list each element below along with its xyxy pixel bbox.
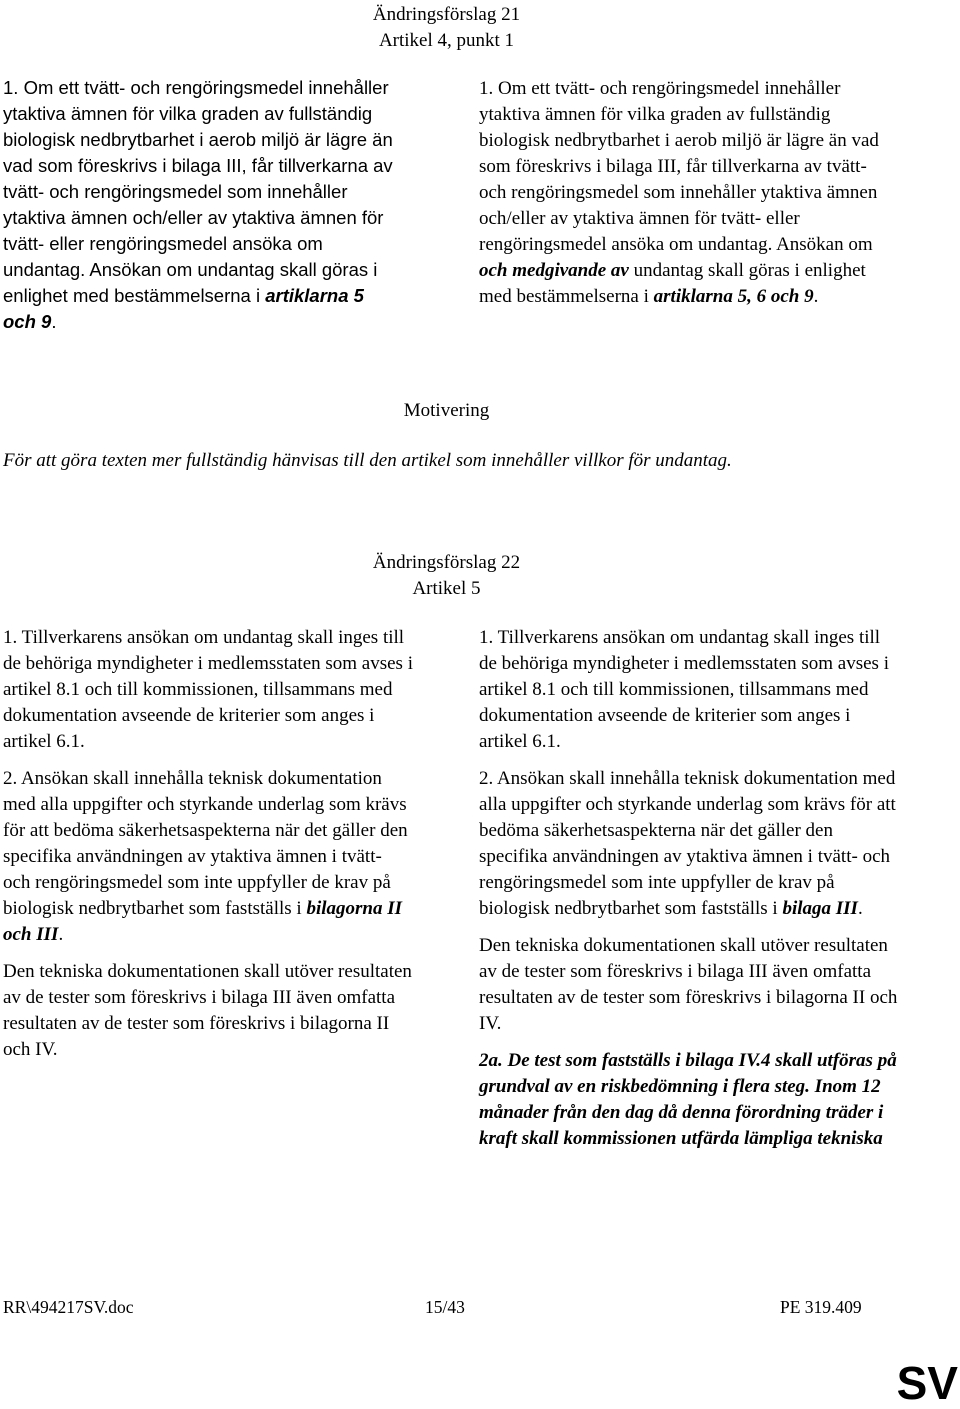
text-run: 1. Om ett tvätt- och rengöringsmedel innehåller ytaktiva ämnen för vilka graden av fullständig biologisk nedbrytbarhet i aerob miljö är lägre än vad som föreskrivs i bilaga III, får tillverkarna av tvätt- och rengöringsmedel som innehåller ytaktiva ämnen och/eller av ytaktiva ämnen för tvätt- eller rengöringsmedel ansöka om undantag. Ansökan om undantag skall göras i enlighet med bestämmelserna i: [3, 77, 393, 306]
text-run: .: [58, 924, 64, 945]
text-run: .: [857, 898, 863, 919]
amendment-21-amended-text: [479, 76, 889, 310]
emphasized-text: artiklarna 5 och 9: [3, 285, 364, 332]
amendment-21-original-text: [3, 75, 395, 335]
amendment-22-amended-paragraph-4: 2a. De test som fastställs i bilaga IV.4 skall utföras på grundval av en riskbedömning i flera steg. Inom 12 månader från den dag då denna förordning träder i kraft skall kommissionen utfärda lämpliga tekniska: [479, 1050, 897, 1149]
footer-document-reference: RR\494217SV.doc: [3, 1297, 134, 1317]
amendment-21-amended-paragraph-1: [479, 76, 889, 310]
amendment-22-original-paragraph-3: Den tekniska dokumentationen skall utöver resultaten av de tester som föreskrivs i bilaga III även omfatta resultaten av de tester som föreskrivs i bilagorna II och IV.: [3, 961, 412, 1060]
amendment-21-subtitle: Artikel 4, punkt 1: [378, 30, 515, 51]
emphasized-text: artiklarna 5, 6 och 9: [653, 286, 814, 307]
emphasized-text: och medgivande av: [479, 260, 629, 281]
footer-page-number: 15/43: [425, 1297, 465, 1317]
amendment-22-header: [0, 550, 893, 602]
language-tag: SV: [896, 1357, 958, 1409]
text-run: .: [813, 286, 819, 307]
emphasized-text: bilaga III: [782, 898, 858, 919]
text-run: .: [51, 311, 57, 332]
amendment-22-subtitle: Artikel 5: [412, 578, 481, 599]
amendment-21-title: Ändringsförslag 21: [372, 4, 521, 25]
amendment-22-original-text: [3, 625, 413, 1063]
amendment-21-header: [0, 2, 893, 54]
motivation-heading: Motivering: [403, 400, 490, 421]
motivation-text: För att göra texten mer fullständig hänvisas till den artikel som innehåller villkor för undantag.: [3, 450, 732, 471]
text-run: 2. Ansökan skall innehålla teknisk dokumentation med alla uppgifter och styrkande underlag som krävs för att bedöma säkerhetsaspekterna när det gäller den specifika användningen av ytaktiva ämnen i tvätt- och rengöringsmedel som inte uppfyller de krav på biologisk nedbrytbarhet som fastställs i: [3, 768, 408, 919]
footer-pe-reference: PE 319.409: [780, 1297, 862, 1317]
amendment-22-amended-paragraph-2: [479, 766, 899, 922]
emphasized-text: bilagorna II och III: [3, 898, 402, 945]
amendment-22-original-paragraph-2: [3, 766, 413, 948]
amendment-22-amended-paragraph-1: 1. Tillverkarens ansökan om undantag skall inges till de behöriga myndigheter i medlemsstaten som avses i artikel 8.1 och till kommissionen, tillsammans med dokumentation avseende de kriterier som anges i artikel 6.1.: [479, 627, 889, 752]
amendment-22-title: Ändringsförslag 22: [372, 552, 521, 573]
amendment-21-original-paragraph-1: [3, 75, 395, 335]
amendment-22-amended-text: [479, 625, 899, 1152]
text-run: undantag skall göras i enlighet med bestämmelserna i: [479, 260, 866, 307]
text-run: 1. Om ett tvätt- och rengöringsmedel innehåller ytaktiva ämnen för vilka graden av fullständig biologisk nedbrytbarhet i aerob miljö är lägre än vad som föreskrivs i bilaga III, får tillverkarna av tvätt- och rengöringsmedel som innehåller ytaktiva ämnen och/eller av ytaktiva ämnen för tvätt- eller rengöringsmedel ansöka om undantag. Ansökan om: [479, 78, 879, 255]
amendment-22-amended-paragraph-3: Den tekniska dokumentationen skall utöver resultaten av de tester som föreskrivs i bilaga III även omfatta resultaten av de tester som föreskrivs i bilagorna II och IV.: [479, 935, 898, 1034]
amendment-22-original-paragraph-1: 1. Tillverkarens ansökan om undantag skall inges till de behöriga myndigheter i medlemsstaten som avses i artikel 8.1 och till kommissionen, tillsammans med dokumentation avseende de kriterier som anges i artikel 6.1.: [3, 627, 413, 752]
text-run: 2. Ansökan skall innehålla teknisk dokumentation med alla uppgifter och styrkande underlag som krävs för att bedöma säkerhetsaspekterna när det gäller den specifika användningen av ytaktiva ämnen i tvätt- och rengöringsmedel som inte uppfyller de krav på biologisk nedbrytbarhet som fastställs i: [479, 768, 896, 919]
